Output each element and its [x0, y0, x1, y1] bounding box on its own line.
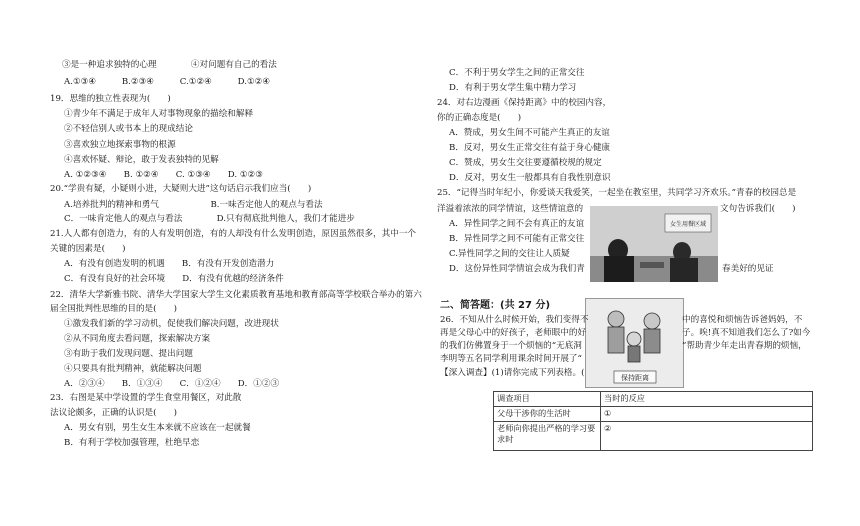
- right-text-line: B．反对，男女生正常交往有益于身心健康: [449, 143, 611, 153]
- left-text-line: C．有没有良好的社会环境 D．有没有优越的经济条件: [64, 274, 284, 284]
- q26-line-2b: 子。唉!真不知道我们怎么了?如今: [682, 328, 811, 338]
- left-text-line: A. ①②③④ B. ①②④ C. ①③④ D. ①②③: [64, 170, 263, 180]
- left-text-line: ③喜欢独立地探索事物的根源: [64, 140, 176, 150]
- table-header-row: [494, 392, 813, 407]
- left-text-line: A.①③④ B.②③④ C.①②④ D.①②④: [64, 77, 271, 87]
- q26-line-3b: ”帮助青少年走出青春期的烦恼，: [682, 341, 807, 351]
- cartoon-keep-distance: [585, 298, 684, 388]
- left-text-line: ③是一种追求独特的心理 ④对问题有自己的看法: [62, 60, 277, 70]
- q26-line-1a: 26．不知从什么时候开始，我们变得不: [440, 315, 589, 325]
- left-text-line: ①激发我们新的学习动机，促使我们解决问题，改进现状: [64, 319, 279, 329]
- left-text-line: ④喜欢怀疑、辩论，敢于发表独特的见解: [64, 155, 219, 165]
- right-text-line: C.异性同学之间的交往让人质疑: [449, 249, 570, 259]
- q26-line-5: 【深入调查】(1)请你完成下列表格。(: [440, 368, 585, 378]
- right-text-line: A．赞成，男女生间不可能产生真正的友谊: [449, 128, 610, 138]
- left-text-line: 届全国批判性思维的目的是( ): [50, 304, 178, 314]
- photo-sign-text: 女生用餐区域: [669, 221, 707, 228]
- table-header-cell: 调查项目: [494, 392, 601, 407]
- left-text-line: ②从不同角度去看问题，探索解决方案: [64, 334, 211, 344]
- left-text-line: 20.“学贵有疑，小疑则小进，大疑则大进”这句话启示我们应当( ): [50, 184, 312, 194]
- section-title: 二、简答题：(共 27 分): [440, 300, 551, 311]
- left-text-line: A．有没有创造发明的机遇 B．有没有开发创造潜力: [64, 259, 275, 269]
- table-cell[interactable]: ①: [601, 407, 813, 422]
- right-text-line: D．反对，男女生一般都具有自我性别意识: [449, 173, 611, 183]
- left-text-line: 19．思维的独立性表现为( ): [50, 94, 171, 104]
- q26-line-3a: 的我们仿佛置身于一个烦恼的“无底洞: [440, 341, 582, 351]
- q26-line-2a: 再是父母心中的好孩子，老师眼中的好: [440, 328, 587, 338]
- table-cell: 老师向你提出严格的学习要求时: [494, 422, 601, 451]
- left-text-line: A．男女有别，男生女生本来就不应该在一起就餐: [64, 423, 251, 433]
- right-text-line: 24．对右边漫画《保持距离》中的校园内容，: [437, 98, 612, 108]
- table-header-cell: 当时的反应: [601, 392, 813, 407]
- table-cell[interactable]: ②: [601, 422, 813, 451]
- left-text-line: 21.人人都有创造力，有的人有发明创造，有的人却没有什么发明创造，原因虽然很多，其中一个: [50, 229, 417, 239]
- right-text-line: 洋溢着浓浓的同学情谊，这些情谊意的: [437, 204, 584, 214]
- left-text-line: ③有助于我们发现问题、提出问题: [64, 349, 193, 359]
- table-cell: 父母干涉你的生活时: [494, 407, 601, 422]
- left-text-line: 23．右图是某中学设置的学生食堂用餐区，对此散: [50, 393, 242, 403]
- left-text-line: A．②③④ B．①③④ C．①②④ D．①②③: [64, 379, 280, 389]
- right-text-line: D．这份异性同学情谊会成为我们青: [449, 264, 585, 274]
- right-text-line: 春美好的见证: [722, 264, 774, 274]
- left-text-line: ①青少年不满足于成年人对事物现象的描绘和解释: [64, 109, 254, 119]
- right-text-line: C．不利于男女学生之间的正常交往: [449, 68, 585, 78]
- left-text-line: 关键的因素是( ): [50, 244, 126, 254]
- cartoon-caption: 保持距离: [621, 374, 649, 382]
- left-text-line: ④只要具有批判精神，就能解决问题: [64, 364, 202, 374]
- table-row: [494, 407, 813, 422]
- dining-area-photo: [590, 206, 718, 282]
- right-text-line: A．异性同学之间不会有真正的友谊: [449, 219, 585, 229]
- right-text-line: B．异性同学之间不可能有正常交往: [449, 234, 585, 244]
- q26-line-4: 李明等五名同学利用课余时间开展了“: [440, 354, 582, 364]
- table-row: [494, 422, 813, 451]
- left-text-line: 法议论颇多，正确的认识是( ): [50, 408, 178, 418]
- right-text-line: D．有利于男女学生集中精力学习: [449, 83, 577, 93]
- left-text-line: C．一味肯定他人的观点与看法 D.只有彻底批判他人，我们才能进步: [64, 214, 355, 224]
- left-text-line: B．有利于学校加强管理，杜绝早恋: [64, 438, 200, 448]
- q26-line-1b: 中的喜悦和烦恼告诉爸妈妈，不: [682, 315, 803, 325]
- right-text-line: 25．“记得当时年纪小，你爱谈天我爱笑，一起坐在教室里，共同学习齐欢乐。”青春的校园总是: [437, 188, 797, 198]
- right-text-line: C．赞成，男女生交往要遵循校规的规定: [449, 158, 602, 168]
- left-text-line: 22．清华大学新雅书院、清华大学国家大学生文化素质教育基地和教育部高等学校联合举办的第六: [50, 290, 422, 300]
- right-text-line: 你的正确态度是( ): [437, 113, 522, 123]
- left-text-line: ②不轻信别人或书本上的现成结论: [64, 124, 193, 134]
- survey-table: [493, 391, 813, 451]
- left-text-line: A.培养批判的精神和勇气 B.一味否定他人的观点与看法: [64, 200, 323, 210]
- right-text-line: 文句告诉我们( ): [720, 204, 796, 214]
